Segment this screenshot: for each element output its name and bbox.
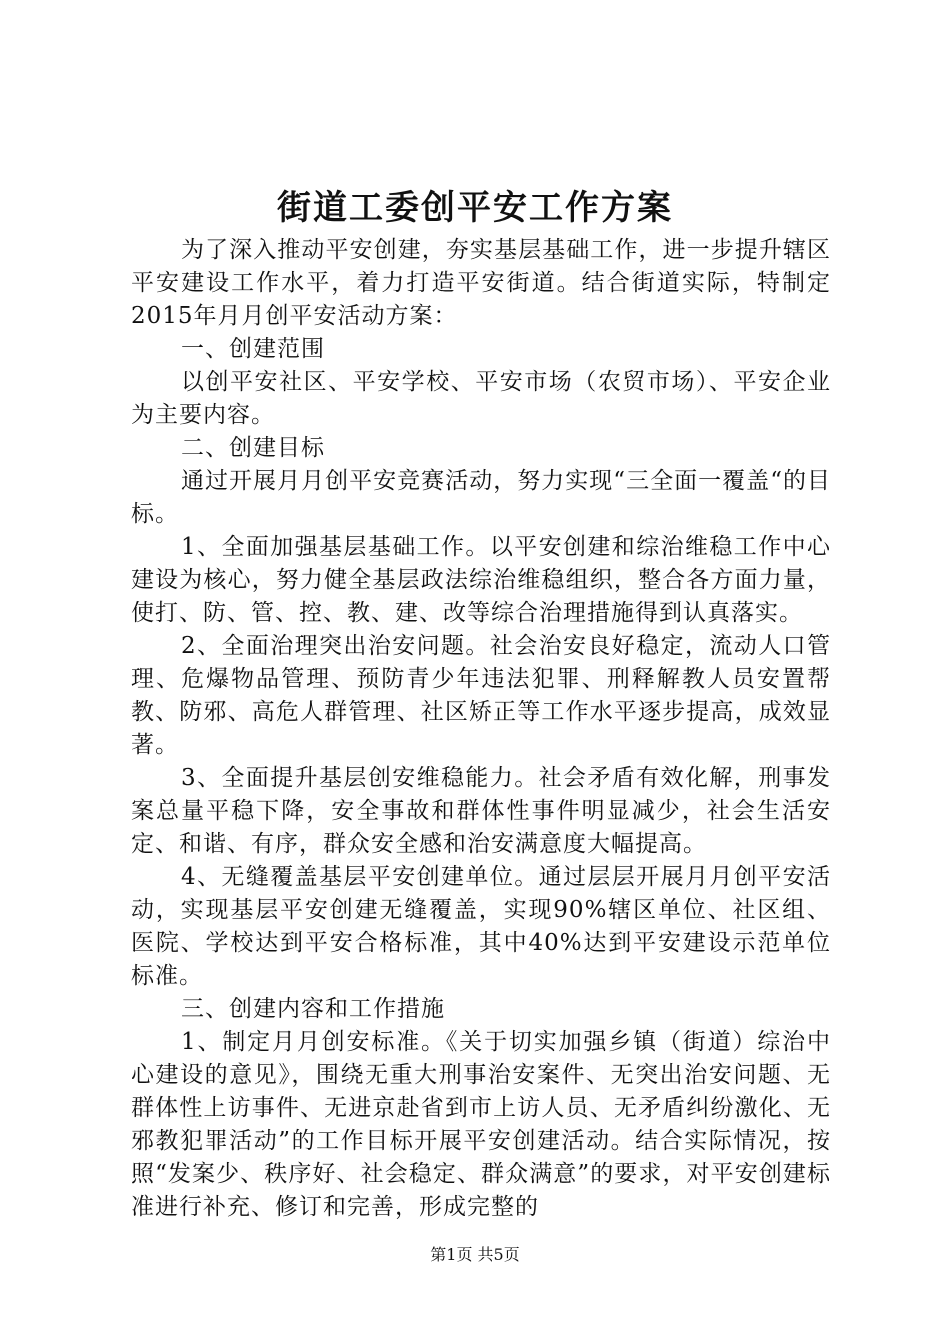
paragraph: 3、全面提升基层创安维稳能力。社会矛盾有效化解，刑事发案总量平稳下降，安全事故和群体性事件明显减少，社会生活安定、和谐、有序，群众安全感和治安满意度大幅提高。 — [131, 765, 831, 857]
paragraph: 4、无缝覆盖基层平安创建单位。通过层层开展月月创平安活动，实现基层平安创建无缝覆盖，实现90%辖区单位、社区组、医院、学校达到平安合格标准，其中40%达到平安建设示范单位标准。 — [131, 864, 831, 989]
page-footer: 第1页 共5页 — [430, 1245, 520, 1264]
paragraph: 1、制定月月创安标准。《关于切实加强乡镇（街道）综治中心建设的意见》，围绕无重大刑事治安案件、无突出治安问题、无群体性上访事件、无进京赴省到市上访人员、无矛盾纠纷激化、无邪教犯罪活动”的工作目标开展平安创建活动。结合实际情况，按照“发案少、秩序好、社会稳定、群众满意”的要求，对平安创建标准进行补充、修订和完善，形成完整的 — [131, 1029, 831, 1220]
paragraph: 以创平安社区、平安学校、平安市场（农贸市场）、平安企业为主要内容。 — [131, 369, 831, 428]
paragraph: 通过开展月月创平安竞赛活动，努力实现“三全面一覆盖“的目标。 — [131, 468, 831, 527]
paragraph: 1、全面加强基层基础工作。以平安创建和综治维稳工作中心建设为核心，努力健全基层政法综治维稳组织，整合各方面力量，使打、防、管、控、教、建、改等综合治理措施得到认真落实。 — [131, 534, 831, 626]
section-heading: 三、创建内容和工作措施 — [181, 996, 445, 1022]
paragraph: 为了深入推动平安创建，夯实基层基础工作，进一步提升辖区平安建设工作水平，着力打造平安街道。结合街道实际，特制定2015年月月创平安活动方案： — [131, 237, 831, 329]
document-body — [131, 234, 831, 1224]
section-heading: 一、创建范围 — [181, 336, 325, 362]
document-title: 街道工委创平安工作方案 — [277, 188, 673, 228]
section-heading: 二、创建目标 — [181, 435, 325, 461]
paragraph: 2、全面治理突出治安问题。社会治安良好稳定，流动人口管理、危爆物品管理、预防青少年违法犯罪、刑释解教人员安置帮教、防邪、高危人群管理、社区矫正等工作水平逐步提高，成效显著。 — [131, 633, 831, 758]
